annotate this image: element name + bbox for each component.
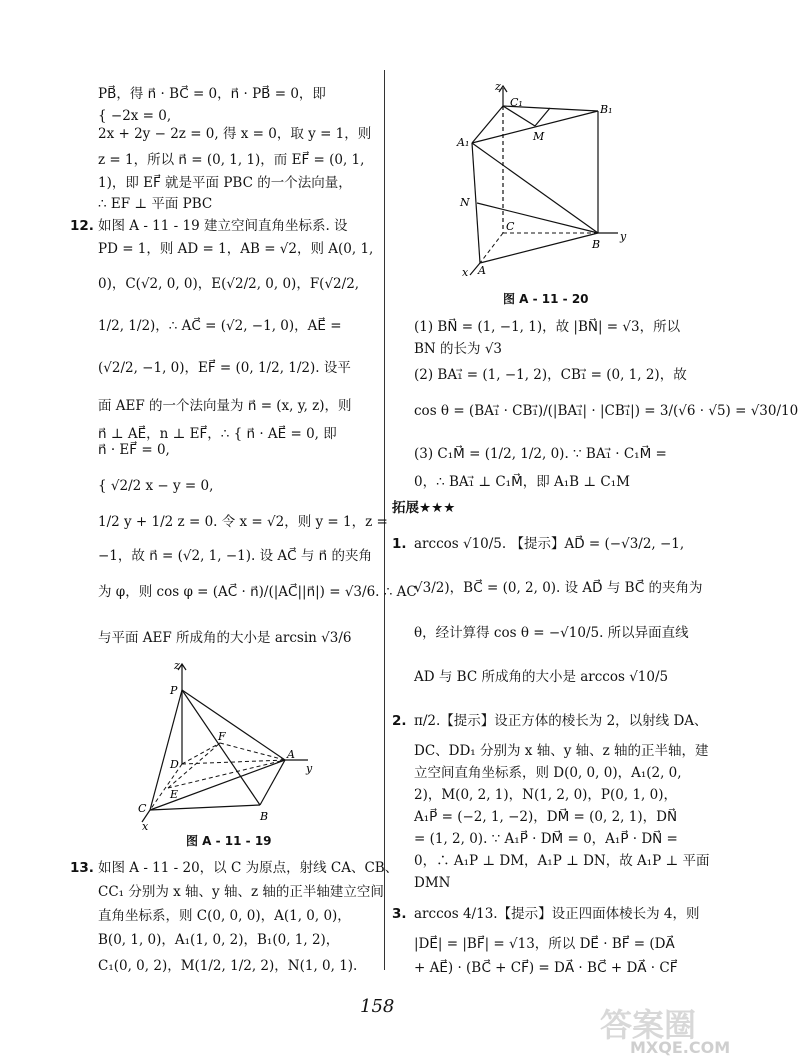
text-line: 1/2, 1/2)，∴ AC⃗ = (√2, −1, 0)，AE⃗ =: [98, 318, 342, 334]
text-line: { −2x = 0,: [98, 108, 172, 124]
watermark-logo: 答案圈: [600, 1006, 697, 1044]
figure-a-11-20: [440, 78, 640, 283]
text-line: CC₁ 分别为 x 轴、y 轴、z 轴的正半轴建立空间: [98, 884, 384, 900]
text-line: (√2/2, −1, 0)，EF⃗ = (0, 1/2, 1/2). 设平: [98, 360, 351, 376]
text-line: 如图 A - 11 - 19 建立空间直角坐标系. 设: [98, 218, 348, 234]
text-line: 与平面 AEF 所成角的大小是 arcsin √3/6: [98, 630, 352, 646]
point-label: A: [287, 748, 295, 761]
point-label: B₁: [600, 103, 613, 116]
axis-label: z: [174, 659, 180, 672]
figure-caption: 图 A - 11 - 19: [186, 834, 272, 848]
text-line: DMN: [414, 875, 451, 891]
point-label: C: [138, 802, 147, 815]
text-line: ∴ EF ⊥ 平面 PBC: [98, 196, 213, 212]
text-line: π/2.【提示】设正方体的棱长为 2，以射线 DA、: [414, 713, 708, 729]
point-label: N: [460, 196, 470, 209]
text-line: 面 AEF 的一个法向量为 n⃗ = (x, y, z)，则: [98, 398, 352, 414]
point-label: B: [592, 238, 601, 251]
text-line: arccos 4/13.【提示】设正四面体棱长为 4，则: [414, 906, 700, 922]
section-title: 拓展★★★: [392, 500, 456, 516]
page-number: 158: [360, 996, 395, 1017]
text-line: A₁P⃗ = (−2, 1, −2)，DM⃗ = (0, 2, 1)，DN⃗: [414, 809, 678, 825]
point-label: F: [218, 730, 226, 743]
item-number: 1.: [392, 536, 407, 552]
text-line: B(0, 1, 0)，A₁(1, 0, 2)，B₁(0, 1, 2)，: [98, 932, 340, 948]
text-line: 2x + 2y − 2z = 0, 得 x = 0，取 y = 1，则: [98, 126, 372, 142]
axis-label: y: [620, 230, 627, 243]
point-label: M: [533, 130, 545, 143]
point-label: E: [170, 788, 179, 801]
point-label: A₁: [457, 136, 470, 149]
axis-label: x: [142, 820, 149, 833]
point-label: P: [170, 684, 178, 697]
text-line: cos θ = (BA₁⃗ · CB₁⃗)/(|BA₁⃗| · |CB₁⃗|) = 3/(√6 · √5) = √30/10: [414, 403, 798, 419]
text-line: 2)，M(0, 2, 1)，N(1, 2, 0)，P(0, 1, 0)，: [414, 787, 677, 803]
text-line: { √2/2 x − y = 0,: [98, 478, 214, 494]
text-line: 0，∴ BA₁⃗ ⊥ C₁M⃗，即 A₁B ⊥ C₁M: [414, 474, 630, 490]
item-number: 13.: [70, 860, 94, 876]
axis-label: z: [495, 80, 501, 93]
text-line: 立空间直角坐标系，则 D(0, 0, 0)，A₁(2, 0,: [414, 765, 682, 781]
text-line: 如图 A - 11 - 20，以 C 为原点，射线 CA、CB、: [98, 860, 399, 876]
item-number: 12.: [70, 218, 94, 234]
figure-a-11-19: [130, 659, 330, 833]
text-line: 1/2 y + 1/2 z = 0. 令 x = √2，则 y = 1，z =: [98, 514, 388, 530]
text-line: 1)，即 EF⃗ 就是平面 PBC 的一个法向量，: [98, 175, 352, 191]
text-line: + AE⃗) · (BC⃗ + CF⃗) = DA⃗ · BC⃗ + DA⃗ · CF⃗: [414, 960, 678, 976]
watermark-url: MXQE.COM: [630, 1038, 731, 1057]
text-line: DC、DD₁ 分别为 x 轴、y 轴、z 轴的正半轴，建: [414, 743, 709, 759]
text-line: |DE⃗| = |BF⃗| = √13，所以 DE⃗ · BF⃗ = (DA⃗: [414, 936, 675, 952]
item-number: 3.: [392, 906, 407, 922]
text-line: AD 与 BC 所成角的大小是 arccos √10/5: [414, 669, 669, 685]
text-line: (2) BA₁⃗ = (1, −1, 2)，CB₁⃗ = (0, 1, 2)，故: [414, 367, 687, 383]
axis-label: x: [462, 266, 469, 279]
text-line: √3/2)，BC⃗ = (0, 2, 0). 设 AD⃗ 与 BC⃗ 的夹角为: [414, 580, 703, 596]
text-line: = (1, 2, 0). ∵ A₁P⃗ · DM⃗ = 0，A₁P⃗ · DN⃗ =: [414, 831, 678, 847]
text-line: n⃗ · EF⃗ = 0,: [98, 442, 170, 458]
text-line: 为 φ，则 cos φ = (AC⃗ · n⃗)/(|AC⃗||n⃗|) = √3/6. ∴ AC: [98, 584, 417, 600]
text-line: (3) C₁M⃗ = (1/2, 1/2, 0). ∵ BA₁⃗ · C₁M⃗ =: [414, 446, 667, 462]
text-line: 0)，C(√2, 0, 0)，E(√2/2, 0, 0)，F(√2/2,: [98, 276, 360, 292]
text-line: (1) BN⃗ = (1, −1, 1)，故 |BN⃗| = √3，所以: [414, 319, 681, 335]
text-line: arccos √10/5. 【提示】AD⃗ = (−√3/2, −1,: [414, 536, 685, 552]
text-line: n⃗ ⊥ AE⃗，n ⊥ EF⃗，∴ { n⃗ · AE⃗ = 0, 即: [98, 426, 337, 442]
point-label: D: [170, 758, 179, 771]
text-line: BN 的长为 √3: [414, 341, 503, 357]
figure-caption: 图 A - 11 - 20: [503, 292, 589, 306]
text-line: 0，∴ A₁P ⊥ DM，A₁P ⊥ DN，故 A₁P ⊥ 平面: [414, 853, 710, 869]
point-label: B: [260, 810, 269, 823]
text-line: −1，故 n⃗ = (√2, 1, −1). 设 AC⃗ 与 n⃗ 的夹角: [98, 548, 373, 564]
text-line: z = 1，所以 n⃗ = (0, 1, 1)，而 EF⃗ = (0, 1,: [98, 152, 365, 168]
axis-label: y: [306, 762, 313, 775]
point-label: A: [478, 264, 486, 277]
text-line: PB⃗，得 n⃗ · BC⃗ = 0，n⃗ · PB⃗ = 0，即: [98, 86, 326, 102]
point-label: C: [506, 220, 515, 233]
item-number: 2.: [392, 713, 407, 729]
text-line: 直角坐标系，则 C(0, 0, 0)，A(1, 0, 0)，: [98, 908, 351, 924]
text-line: θ，经计算得 cos θ = −√10/5. 所以异面直线: [414, 625, 689, 641]
point-label: C₁: [510, 96, 523, 109]
text-line: PD = 1，则 AD = 1，AB = √2，则 A(0, 1,: [98, 241, 374, 257]
text-line: C₁(0, 0, 2)，M(1/2, 1/2, 2)，N(1, 0, 1).: [98, 958, 358, 974]
